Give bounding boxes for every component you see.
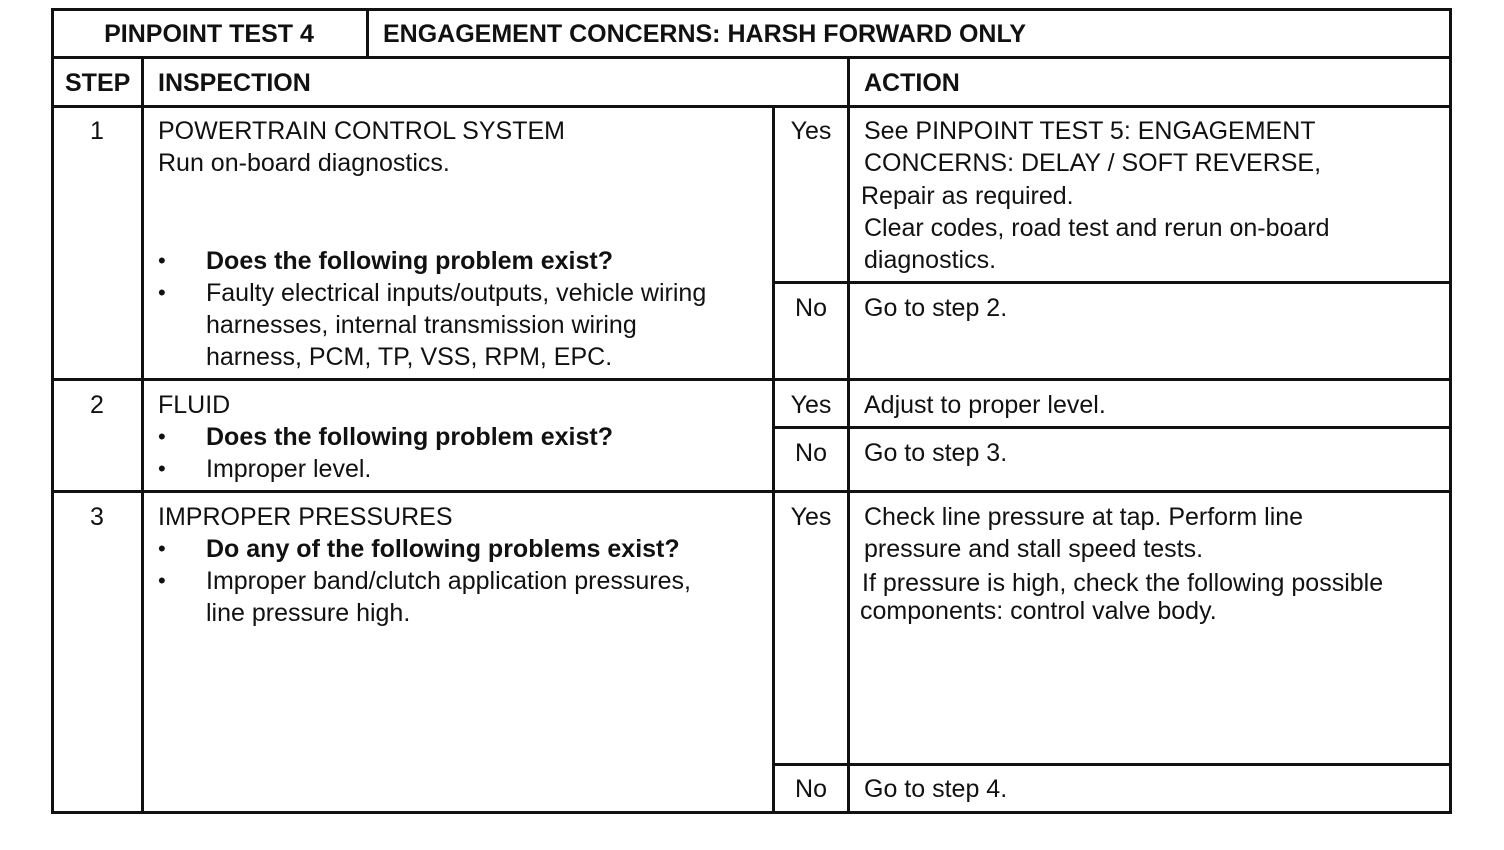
column-header-step: STEP bbox=[65, 69, 131, 97]
step-number: 1 bbox=[90, 117, 104, 145]
step-2-divider bbox=[51, 490, 1452, 493]
step-question: Does the following problem exist? bbox=[206, 247, 613, 275]
yes-label: Yes bbox=[790, 117, 832, 145]
step-question: Do any of the following problems exist? bbox=[206, 535, 680, 563]
bullet-icon: • bbox=[158, 424, 166, 449]
bullet-icon: • bbox=[158, 280, 166, 305]
bullet-icon: • bbox=[158, 536, 166, 561]
step-condition-line: line pressure high. bbox=[206, 599, 411, 627]
step-question: Does the following problem exist? bbox=[206, 423, 613, 451]
yes-action-line: Adjust to proper level. bbox=[864, 391, 1106, 419]
step-condition-line: Improper level. bbox=[206, 455, 372, 483]
yes-label: Yes bbox=[790, 503, 832, 531]
step-1-divider bbox=[51, 378, 1452, 381]
yes-action-line: Repair as required. bbox=[861, 182, 1074, 210]
yes-action-line: See PINPOINT TEST 5: ENGAGEMENT bbox=[864, 117, 1316, 145]
bullet-icon: • bbox=[158, 568, 166, 593]
yes-action-line: CONCERNS: DELAY / SOFT REVERSE, bbox=[864, 149, 1322, 177]
bullet-icon: • bbox=[158, 456, 166, 481]
test-id: PINPOINT TEST 4 bbox=[104, 20, 314, 48]
step-title: POWERTRAIN CONTROL SYSTEM bbox=[158, 117, 565, 145]
step-condition-line: harnesses, internal transmission wiring bbox=[206, 311, 637, 339]
step-3-yes-no-divider bbox=[772, 763, 1452, 766]
step-condition-line: harness, PCM, TP, VSS, RPM, EPC. bbox=[206, 343, 613, 371]
step-number: 3 bbox=[90, 503, 104, 531]
step-number: 2 bbox=[90, 391, 104, 419]
yes-label: Yes bbox=[790, 391, 832, 419]
step-detail: Run on-board diagnostics. bbox=[158, 149, 450, 177]
column-header-action: ACTION bbox=[864, 69, 960, 97]
no-action: Go to step 2. bbox=[864, 294, 1008, 322]
yes-action-line: Check line pressure at tap. Perform line bbox=[864, 503, 1304, 531]
yes-action-line: components: control valve body. bbox=[860, 597, 1217, 625]
yes-action-line: pressure and stall speed tests. bbox=[864, 535, 1204, 563]
header-divider bbox=[51, 56, 1452, 59]
yes-action-line: Clear codes, road test and rerun on-board bbox=[864, 214, 1330, 242]
step-title: IMPROPER PRESSURES bbox=[158, 503, 453, 531]
bullet-icon: • bbox=[158, 248, 166, 273]
step-1-yes-no-divider bbox=[772, 281, 1452, 284]
no-action: Go to step 3. bbox=[864, 439, 1008, 467]
step-title: FLUID bbox=[158, 391, 231, 419]
step-2-yes-no-divider bbox=[772, 426, 1452, 429]
no-label: No bbox=[795, 294, 827, 322]
no-label: No bbox=[795, 775, 827, 803]
no-label: No bbox=[795, 439, 827, 467]
yes-action-line: diagnostics. bbox=[864, 246, 997, 274]
yes-action-line: If pressure is high, check the following possible bbox=[862, 569, 1384, 597]
step-condition-line: Improper band/clutch application pressures, bbox=[206, 567, 691, 595]
action-column-divider bbox=[847, 56, 850, 814]
no-action: Go to step 4. bbox=[864, 775, 1008, 803]
column-header-inspection: INSPECTION bbox=[158, 69, 311, 97]
column-header-divider bbox=[51, 105, 1452, 108]
step-condition-line: Faulty electrical inputs/outputs, vehicle wiring bbox=[206, 279, 707, 307]
test-title: ENGAGEMENT CONCERNS: HARSH FORWARD ONLY bbox=[383, 20, 1027, 48]
step-column-divider bbox=[141, 56, 144, 814]
